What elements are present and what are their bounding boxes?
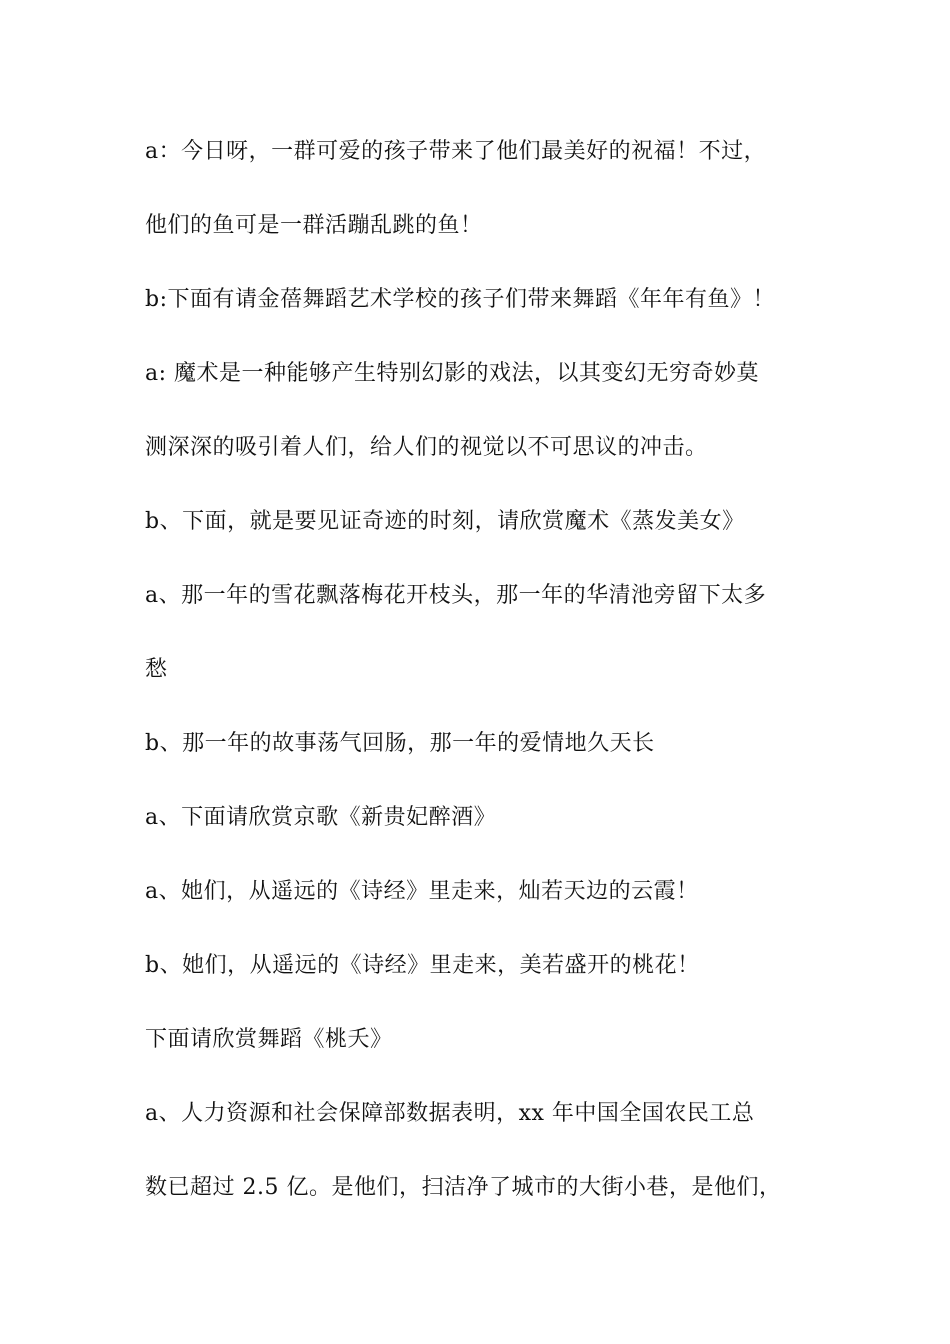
text-line: 测深深的吸引着人们，给人们的视觉以不可思议的冲击。 — [145, 435, 708, 460]
text-line: a、那一年的雪花飘落梅花开枝头，那一年的华清池旁留下太多 — [145, 583, 767, 608]
text-line: 他们的鱼可是一群活蹦乱跳的鱼！ — [145, 213, 483, 238]
text-line: a: 魔术是一种能够产生特别幻影的戏法，以其变幻无穷奇妙莫 — [145, 361, 760, 386]
text-line: a、她们，从遥远的《诗经》里走来，灿若天边的云霞！ — [145, 879, 699, 904]
text-line: 愁 — [145, 657, 168, 682]
text-line: a、下面请欣赏京歌《新贵妃醉酒》 — [145, 805, 497, 830]
text-line: b、她们，从遥远的《诗经》里走来，美若盛开的桃花！ — [145, 953, 700, 978]
text-line: 数已超过 2.5 亿。是他们，扫洁净了城市的大街小巷，是他们， — [145, 1175, 782, 1200]
text-line: a、人力资源和社会保障部数据表明，xx 年中国全国农民工总 — [145, 1101, 755, 1126]
text-line: b:下面有请金蓓舞蹈艺术学校的孩子们带来舞蹈《年年有鱼》！ — [145, 287, 775, 312]
text-line: b、那一年的故事荡气回肠，那一年的爱情地久天长 — [145, 731, 655, 756]
text-line: a：今日呀，一群可爱的孩子带来了他们最美好的祝福！不过， — [145, 139, 767, 164]
document-body — [145, 132, 835, 1242]
text-line: 下面请欣赏舞蹈《桃夭》 — [145, 1027, 393, 1052]
text-line: b、下面，就是要见证奇迹的时刻，请欣赏魔术《蒸发美女》 — [145, 509, 745, 534]
